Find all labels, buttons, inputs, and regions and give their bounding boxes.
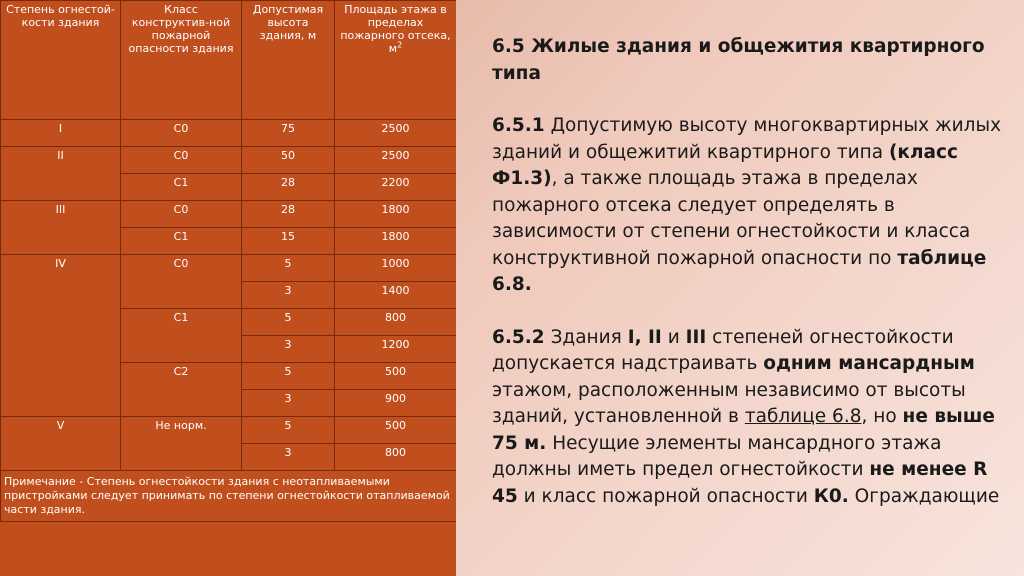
table-6-8 <box>0 0 456 522</box>
p2-text-m: и класс пожарной опасности <box>517 485 814 507</box>
table-row <box>1 417 457 444</box>
cell-area: 500 <box>335 363 457 390</box>
header-height: Допустимая высота здания, м <box>242 1 335 120</box>
cell-degree: III <box>1 201 121 255</box>
cell-class: С0 <box>121 201 242 228</box>
p2-text-a: Здания <box>544 326 628 348</box>
p2-text-k: Несущие элементы мансардного этажа должны иметь предел огнестойкости <box>492 432 942 480</box>
p2-text-e: степеней огнестойкости допускается надстраивать <box>492 326 954 374</box>
p2-text-g: этажом, расположенным независимо от высоты зданий, установленной в <box>492 379 966 427</box>
p2-height-limit: не выше 75 м. <box>492 406 995 454</box>
cell-height: 5 <box>242 417 335 444</box>
cell-area: 1200 <box>335 336 457 363</box>
cell-class: С2 <box>121 363 242 417</box>
cell-area: 900 <box>335 390 457 417</box>
cell-height: 3 <box>242 336 335 363</box>
p1-number: 6.5.1 <box>492 115 545 136</box>
cell-area: 1400 <box>335 282 457 309</box>
cell-class: С0 <box>121 120 242 147</box>
cell-height: 50 <box>242 147 335 174</box>
p2-k0: К0. <box>813 485 849 507</box>
table-row <box>1 201 457 228</box>
cell-height: 5 <box>242 255 335 282</box>
cell-class: С1 <box>121 228 242 255</box>
paragraph-6-5-1 <box>492 113 1012 299</box>
cell-height: 75 <box>242 120 335 147</box>
table-note: Примечание - Степень огнестойкости здания с неотапливаемыми пристройками следует принимать по степени огнестойкости отапливаемой части здания. <box>1 471 457 522</box>
cell-area: 800 <box>335 444 457 471</box>
header-area <box>335 1 457 120</box>
cell-area: 800 <box>335 309 457 336</box>
p2-table-link[interactable]: таблице 6.8 <box>744 406 862 427</box>
section-heading <box>492 34 1012 87</box>
header-class: Класс конструктив-ной пожарной опасности здания <box>121 1 242 120</box>
cell-class: С1 <box>121 174 242 201</box>
p2-r45: не менее R 45 <box>492 459 988 507</box>
cell-area: 500 <box>335 417 457 444</box>
p2-number: 6.5.2 <box>492 326 545 348</box>
cell-height: 28 <box>242 174 335 201</box>
fire-resistance-table-panel <box>0 0 456 576</box>
p2-text-i: , но <box>861 406 903 427</box>
cell-height: 28 <box>242 201 335 228</box>
cell-height: 3 <box>242 282 335 309</box>
cell-degree: I <box>1 120 121 147</box>
cell-area: 1800 <box>335 228 457 255</box>
header-area-sup: 2 <box>397 40 403 50</box>
heading-title: Жилые здания и общежития квартирного типа <box>492 36 985 84</box>
cell-class: С0 <box>121 255 242 309</box>
cell-height: 3 <box>242 390 335 417</box>
table-row <box>1 255 457 282</box>
header-area-text: Площадь этажа в пределах пожарного отсека, м <box>340 3 451 55</box>
regulation-text <box>492 34 1012 536</box>
cell-area: 1800 <box>335 201 457 228</box>
cell-degree: V <box>1 417 121 471</box>
cell-area: 2500 <box>335 147 457 174</box>
p1-text-c: , а также площадь этажа в пределах пожарного отсека следует определять в зависимости от степени огнестойкости и класса конструктивной пожарной опасности по <box>492 168 971 269</box>
p2-text-c: и <box>661 326 686 348</box>
table-note-row <box>1 471 457 522</box>
cell-height: 5 <box>242 363 335 390</box>
p2-text-o: Ограждающие <box>848 485 1000 507</box>
paragraph-6-5-2 <box>492 325 1012 511</box>
table-row <box>1 147 457 174</box>
cell-class: Не норм. <box>121 417 242 471</box>
header-degree: Степень огнестой-кости здания <box>1 1 121 120</box>
cell-degree: II <box>1 147 121 201</box>
cell-class: С1 <box>121 309 242 363</box>
cell-area: 2200 <box>335 174 457 201</box>
p1-class: (класс Ф1.3) <box>492 141 958 189</box>
p1-table-ref: таблице 6.8. <box>492 247 987 295</box>
cell-height: 5 <box>242 309 335 336</box>
p2-degrees-1: I, II <box>627 326 662 348</box>
heading-number: 6.5 <box>492 36 525 57</box>
cell-area: 1000 <box>335 255 457 282</box>
table-header-row <box>1 1 457 120</box>
p2-one-attic: одним мансардным <box>763 353 975 374</box>
p2-degrees-2: III <box>685 326 707 348</box>
p1-text-a: Допустимую высоту многоквартирных жилых зданий и общежитий квартирного типа <box>492 115 1002 163</box>
cell-degree: IV <box>1 255 121 417</box>
cell-area: 2500 <box>335 120 457 147</box>
cell-height: 3 <box>242 444 335 471</box>
cell-height: 15 <box>242 228 335 255</box>
table-row <box>1 120 457 147</box>
cell-class: С0 <box>121 147 242 174</box>
